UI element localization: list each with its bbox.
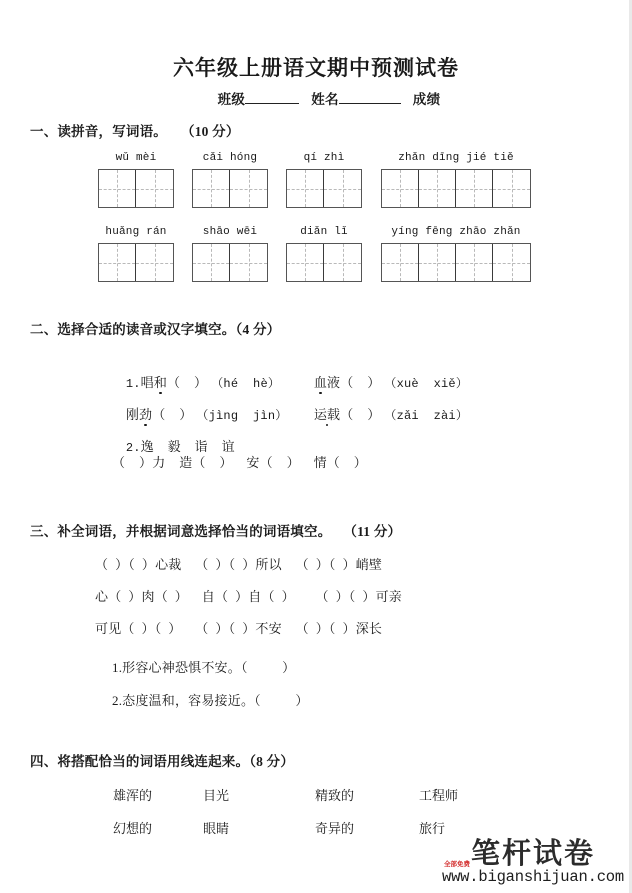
tianzige-cell[interactable] — [382, 244, 419, 281]
word-chang: 唱 — [140, 375, 154, 390]
section-three-heading — [30, 520, 401, 540]
word-yunzai-dotted: 运载 — [314, 404, 340, 423]
word-gang: 刚 — [125, 407, 140, 422]
choices-3: （jìng jìn） — [196, 409, 288, 423]
pinyin-group-1 — [98, 150, 174, 208]
tianzige-cell[interactable] — [99, 244, 136, 281]
choices-2: （xuè xiě） — [384, 377, 469, 391]
char-options: 逸 毅 诣 谊 — [140, 439, 235, 454]
section-two-fill-line[interactable]: （ ）力 造（ ） 安（ ） 情（ ） — [112, 455, 368, 470]
pinyin-group-5 — [98, 224, 174, 282]
match-left-2[interactable]: 幻想的 — [113, 821, 153, 836]
char-line-number: 2. — [125, 441, 141, 455]
answer-paren-4[interactable]: （ ） — [340, 407, 381, 422]
tianzige-boxes-8[interactable] — [381, 243, 531, 282]
tianzige-cell[interactable] — [493, 170, 530, 207]
tianzige-boxes-4[interactable] — [381, 169, 531, 208]
answer-paren-3[interactable]: （ ） — [152, 407, 193, 422]
watermark-free-tag: 全部免费 — [443, 860, 470, 868]
tianzige-boxes-7[interactable] — [286, 243, 362, 282]
tianzige-cell[interactable] — [456, 170, 493, 207]
word-ye: 液 — [327, 375, 341, 390]
tianzige-cell[interactable] — [136, 244, 173, 281]
meaning-line-2[interactable]: 2.态度温和，容易接近。（ ） — [112, 693, 309, 708]
watermark-brand: 笔杆试卷 — [470, 837, 595, 870]
tianzige-cell[interactable] — [324, 170, 361, 207]
pinyin-label-5: huǎng rán — [105, 226, 167, 238]
section-two-points: （4 分） — [235, 322, 281, 337]
meaning-line-1[interactable]: 1.形容心神恐惧不安。（ ） — [112, 660, 296, 675]
tianzige-boxes-6[interactable] — [192, 243, 268, 282]
answer-paren-1[interactable]: （ ） — [167, 375, 208, 390]
tianzige-cell[interactable] — [382, 170, 419, 207]
tianzige-cell[interactable] — [456, 244, 493, 281]
tianzige-cell[interactable] — [287, 244, 324, 281]
choices-4: （zǎi zài） — [384, 409, 469, 423]
tianzige-cell[interactable] — [99, 170, 136, 207]
section-one-heading — [30, 120, 240, 140]
tianzige-cell[interactable] — [419, 170, 456, 207]
page-title: 六年级上册语文期中预测试卷 — [173, 56, 459, 80]
match-right-1[interactable]: 目光 — [203, 788, 230, 803]
tianzige-boxes-3[interactable] — [286, 169, 362, 208]
class-label: 班级 — [217, 92, 246, 107]
pinyin-group-6 — [192, 224, 268, 282]
tianzige-boxes-2[interactable] — [192, 169, 268, 208]
pinyin-label-6: shāo wēi — [202, 226, 258, 238]
tianzige-boxes-5[interactable] — [98, 243, 174, 282]
tianzige-cell[interactable] — [493, 244, 530, 281]
pinyin-label-4: zhǎn dīng jié tiě — [398, 152, 514, 164]
tianzige-cell[interactable] — [287, 170, 324, 207]
line-number: 1. — [125, 377, 141, 391]
section-one-heading-text: 一、读拼音，写词语。 — [30, 124, 167, 139]
match-left-1[interactable]: 雄浑的 — [113, 788, 153, 803]
pinyin-group-8 — [381, 224, 531, 282]
pinyin-group-3 — [286, 150, 362, 208]
pinyin-label-8: yíng fēng zhāo zhǎn — [391, 226, 521, 238]
class-blank — [245, 103, 299, 104]
match-right-3[interactable]: 工程师 — [419, 788, 459, 803]
watermark-url: www.biganshijuan.com — [441, 867, 624, 886]
student-info-line — [0, 88, 632, 108]
pinyin-label-2: cǎi hóng — [202, 152, 258, 164]
pinyin-grid-row-1 — [0, 150, 632, 222]
section-three-heading-text: 三、补全词语，并根据词意选择恰当的词语填空。 — [30, 524, 332, 539]
word-he-dotted: 和 — [154, 372, 167, 391]
pinyin-label-3: qí zhì — [303, 152, 345, 164]
tianzige-cell[interactable] — [419, 244, 456, 281]
name-label: 姓名 — [311, 92, 339, 107]
answer-paren-2[interactable]: （ ） — [340, 375, 381, 390]
pinyin-label-1: wǔ mèi — [115, 152, 157, 164]
pinyin-label-7: diǎn lǐ — [300, 226, 348, 238]
match-left-3[interactable]: 精致的 — [315, 788, 355, 803]
section-four-heading — [30, 750, 294, 770]
pinyin-group-7 — [286, 224, 362, 282]
section-two-line-2-right — [300, 388, 468, 439]
section-two-heading-text: 二、选择合适的读音或汉字填空。 — [30, 322, 236, 337]
tianzige-cell[interactable] — [136, 170, 173, 207]
section-two-heading — [30, 318, 280, 338]
choices-1: （hé hè） — [211, 377, 281, 391]
pinyin-group-4 — [381, 150, 531, 208]
tianzige-boxes-1[interactable] — [98, 169, 174, 208]
match-right-2[interactable]: 眼睛 — [203, 821, 230, 836]
site-watermark — [441, 837, 624, 886]
name-blank — [339, 103, 401, 104]
section-four-heading-text: 四、将搭配恰当的词语用线连起来。 — [30, 754, 250, 769]
tianzige-cell[interactable] — [193, 170, 230, 207]
tianzige-cell[interactable] — [230, 244, 267, 281]
pinyin-grid-row-2 — [0, 224, 632, 296]
tianzige-cell[interactable] — [324, 244, 361, 281]
section-three-points: （11 分） — [343, 524, 402, 539]
pinyin-group-2 — [192, 150, 268, 208]
tianzige-cell[interactable] — [193, 244, 230, 281]
section-four-points: （8 分） — [249, 754, 295, 769]
word-jing-dotted: 劲 — [139, 404, 152, 423]
idiom-line-2[interactable]: 心（ ）肉（ ） 自（ ）自（ ） （ ）（ ）可亲 — [95, 589, 403, 604]
idiom-line-1[interactable]: （ ）（ ）心裁 （ ）（ ）所以 （ ）（ ）峭壁 — [95, 557, 383, 572]
tianzige-cell[interactable] — [230, 170, 267, 207]
match-left-4[interactable]: 奇异的 — [315, 821, 355, 836]
score-label: 成绩 — [412, 92, 441, 107]
word-xue-dotted: 血 — [314, 372, 327, 391]
section-one-points: （10 分） — [181, 124, 240, 139]
match-right-4[interactable]: 旅行 — [419, 821, 446, 836]
idiom-line-3[interactable]: 可见（ ）（ ） （ ）（ ）不安 （ ）（ ）深长 — [95, 621, 383, 636]
